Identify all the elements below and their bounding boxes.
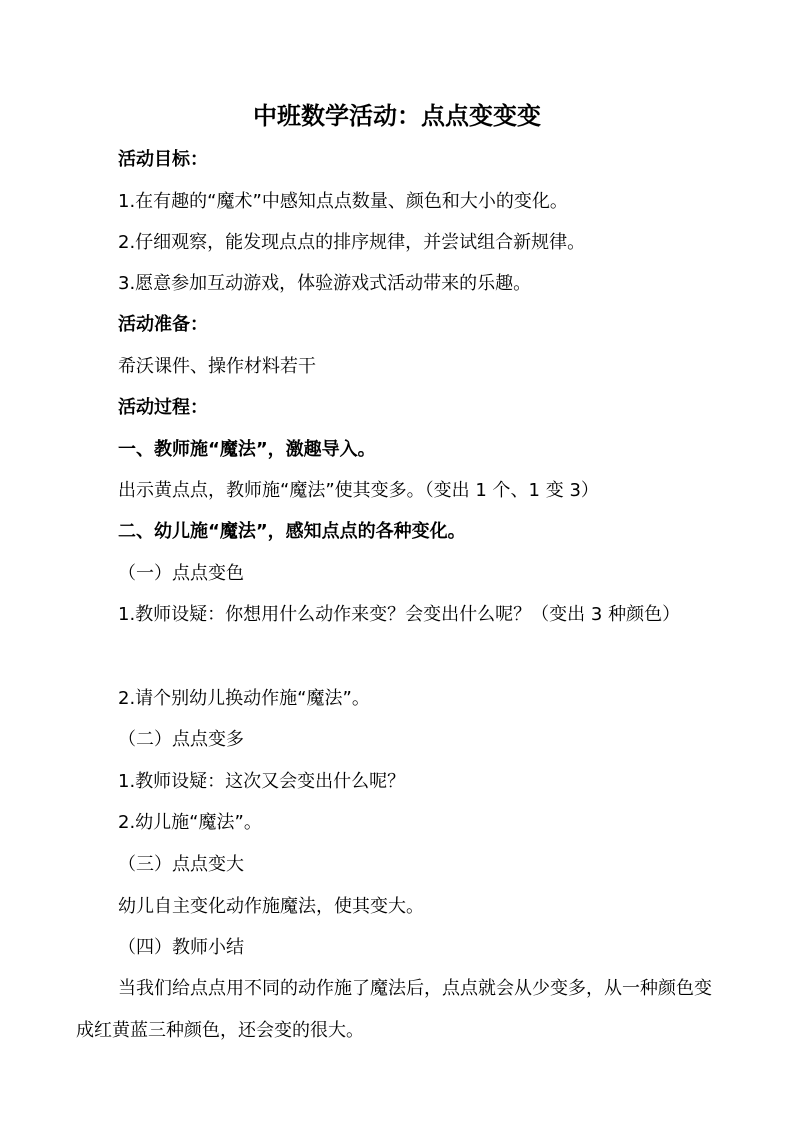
sub4-heading: （四）教师小结 — [118, 937, 244, 958]
sub2-item-2: 2.幼儿施“魔法”。 — [118, 812, 262, 833]
part1-heading: 一、教师施“魔法”，激趣导入。 — [118, 439, 376, 460]
goal-item-1: 1.在有趣的“魔术”中感知点点数量、颜色和大小的变化。 — [118, 191, 568, 212]
sub3-heading: （三）点点变大 — [118, 854, 244, 875]
sub3-text: 幼儿自主变化动作施魔法，使其变大。 — [118, 896, 424, 917]
prep-text: 希沃课件、操作材料若干 — [118, 356, 316, 377]
sub2-item-1: 1.教师设疑：这次又会变出什么呢？ — [118, 771, 406, 792]
sub1-item-1: 1.教师设疑：你想用什么动作来变？会变出什么呢？（变出 3 种颜色） — [118, 604, 681, 625]
sub1-item-2: 2.请个别幼儿换动作施“魔法”。 — [118, 688, 370, 709]
prep-heading: 活动准备： — [118, 314, 208, 335]
goals-heading: 活动目标： — [118, 149, 208, 170]
goal-item-3: 3.愿意参加互动游戏，体验游戏式活动带来的乐趣。 — [118, 273, 532, 294]
sub2-heading: （二）点点变多 — [118, 729, 244, 750]
goal-item-2: 2.仔细观察，能发现点点的排序规律，并尝试组合新规律。 — [118, 232, 586, 253]
page-title: 中班数学活动：点点变变变 — [253, 102, 541, 130]
summary-text: 当我们给点点用不同的动作施了魔法后，点点就会从少变多，从一种颜色变成红黄蓝三种颜色，还会变的很大。 — [76, 978, 712, 1041]
process-heading: 活动过程： — [118, 397, 208, 418]
part2-heading: 二、幼儿施“魔法”，感知点点的各种变化。 — [118, 521, 466, 542]
part1-text: 出示黄点点，教师施“魔法”使其变多。（变出 1 个、1 变 3） — [118, 480, 599, 501]
sub1-heading: （一）点点变色 — [118, 563, 244, 584]
